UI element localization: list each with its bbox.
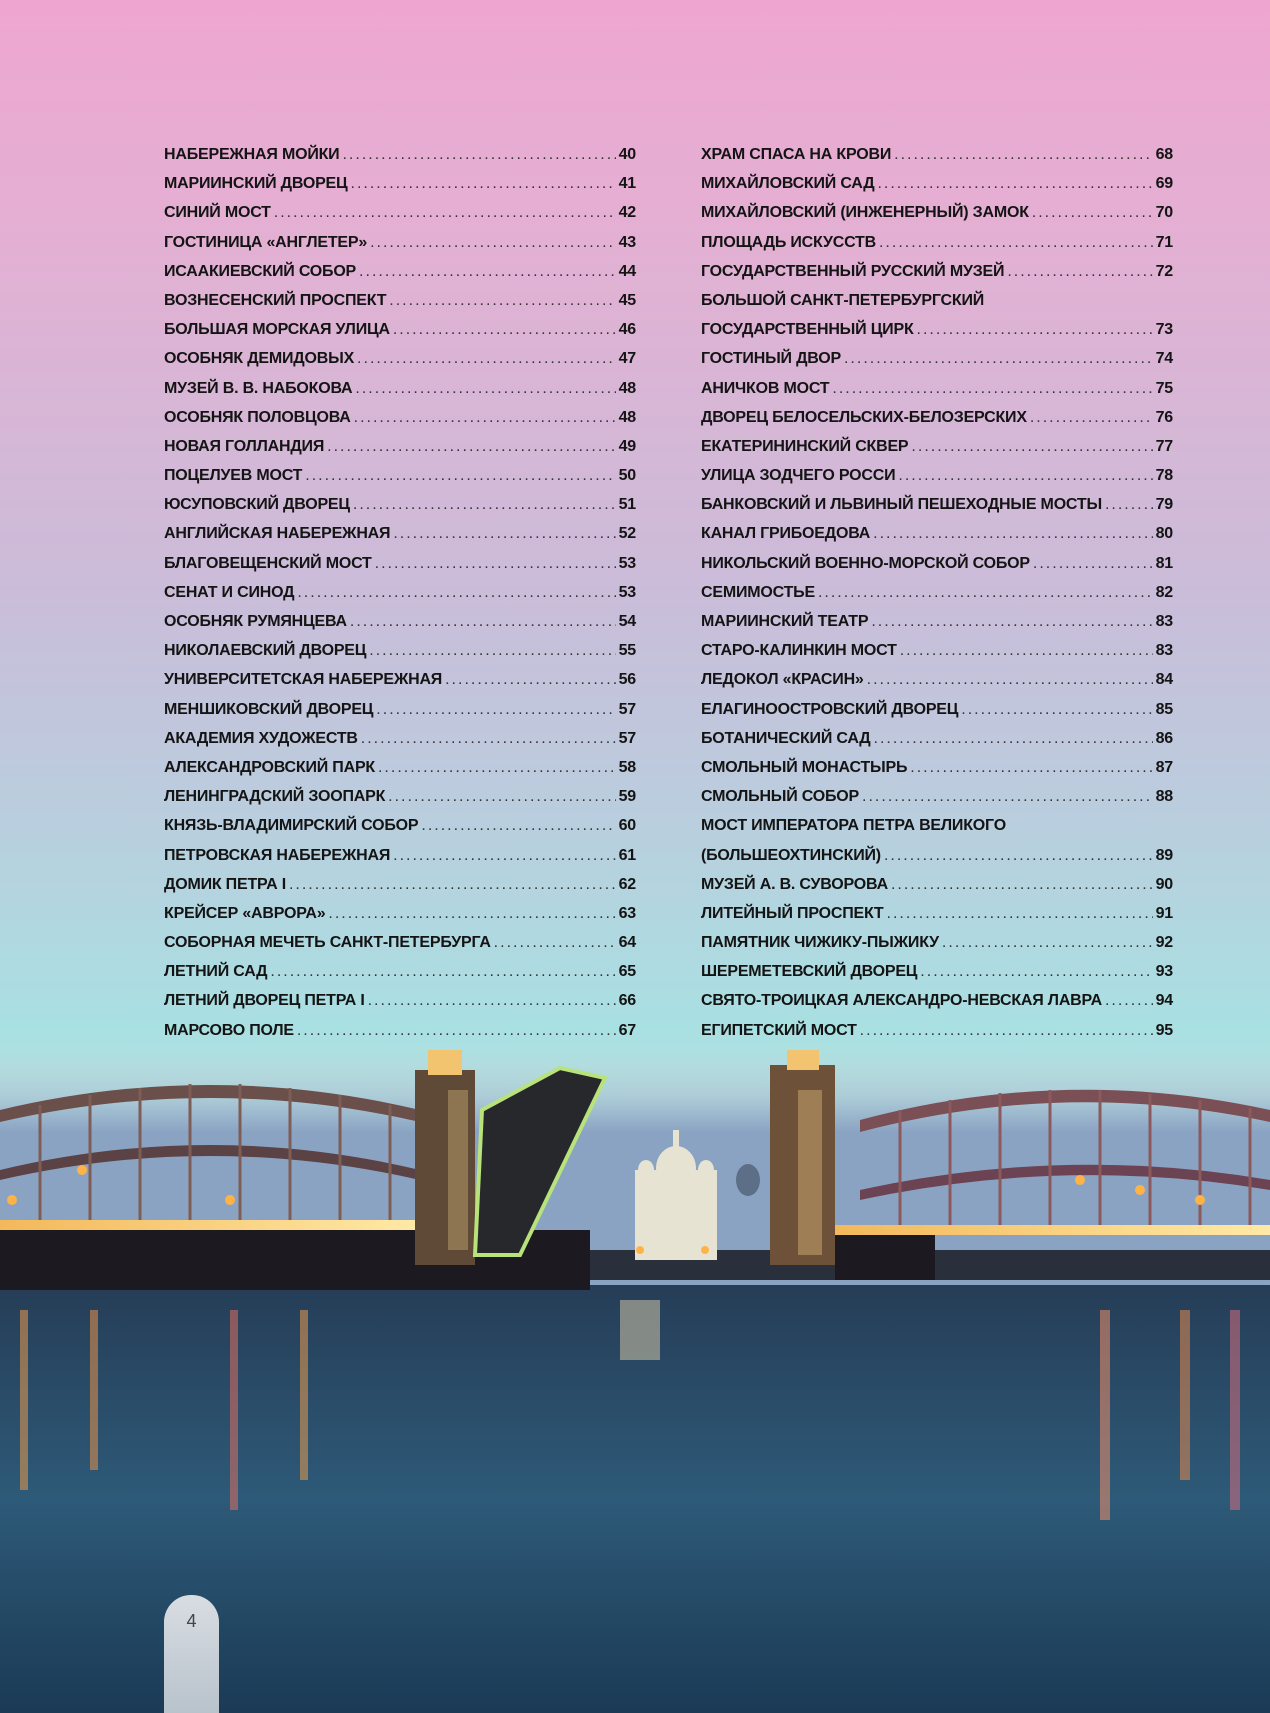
- toc-entry-title: ПЕТРОВСКАЯ НАБЕРЕЖНАЯ: [164, 846, 391, 864]
- toc-entry-page: 91: [1155, 904, 1173, 922]
- dot-leader: [289, 870, 616, 899]
- toc-entry-title: УНИВЕРСИТЕТСКАЯ НАБЕРЕЖНАЯ: [164, 671, 443, 689]
- toc-entry: [164, 899, 636, 928]
- toc-entry-title: УЛИЦА ЗОДЧЕГО РОССИ: [701, 467, 896, 485]
- dot-leader: [874, 724, 1153, 753]
- toc-entry-page: 53: [618, 583, 636, 601]
- dot-leader: [877, 169, 1152, 198]
- toc-entry-page: 84: [1155, 671, 1173, 689]
- toc-entry-page: 41: [618, 175, 636, 193]
- toc-entry-title: СМОЛЬНЫЙ СОБОР: [701, 788, 860, 806]
- dot-leader: [327, 432, 615, 461]
- dot-leader: [871, 607, 1152, 636]
- toc-entry-title: ЕКАТЕРИНИНСКИЙ СКВЕР: [701, 437, 909, 455]
- toc-entry-title: ГОСТИНИЦА «АНГЛЕТЕР»: [164, 233, 368, 251]
- toc-entry-title: МАРИИНСКИЙ ДВОРЕЦ: [164, 175, 348, 193]
- toc-entry-title: ШЕРЕМЕТЕВСКИЙ ДВОРЕЦ: [701, 963, 918, 981]
- toc-entry-page: 67: [618, 1021, 636, 1039]
- toc-entry-page: 79: [1155, 496, 1173, 514]
- toc-entry-title: БОТАНИЧЕСКИЙ САД: [701, 729, 871, 747]
- toc-entry: [701, 374, 1173, 403]
- dot-leader: [368, 986, 616, 1015]
- toc-entry-page: 81: [1155, 554, 1173, 572]
- dot-leader: [351, 169, 616, 198]
- toc-entry-title: СИНИЙ МОСТ: [164, 204, 271, 222]
- toc-entry-page: 40: [618, 146, 636, 163]
- toc-entry-title: ХРАМ СПАСА НА КРОВИ: [701, 146, 892, 163]
- toc-entry: [701, 782, 1173, 811]
- toc-entry: [164, 753, 636, 782]
- toc-entry-page: 65: [618, 963, 636, 981]
- toc-entry-page: 63: [618, 904, 636, 922]
- toc-entry-page: 92: [1155, 934, 1173, 952]
- dot-leader: [862, 782, 1153, 811]
- toc-entry: [701, 286, 1173, 315]
- toc-entry: [164, 841, 636, 870]
- toc-entry-page: 48: [618, 379, 636, 397]
- toc-entry-page: 55: [618, 642, 636, 660]
- dot-leader: [369, 636, 615, 665]
- toc-entry: [164, 519, 636, 548]
- toc-entry-title: ОСОБНЯК ПОЛОВЦОВА: [164, 408, 351, 426]
- toc-entry: [701, 490, 1173, 519]
- toc-entry-page: 52: [618, 525, 636, 543]
- dot-leader: [270, 957, 615, 986]
- toc-entry: [164, 636, 636, 665]
- toc-entry-page: 42: [618, 204, 636, 222]
- toc-entry: [701, 928, 1173, 957]
- toc-entry: [164, 257, 636, 286]
- toc-entry-title: МИХАЙЛОВСКИЙ САД: [701, 175, 875, 193]
- dot-leader: [342, 140, 615, 169]
- dot-leader: [910, 753, 1152, 782]
- toc-entry-page: 54: [618, 613, 636, 630]
- dot-leader: [898, 461, 1152, 490]
- dot-leader: [917, 315, 1153, 344]
- toc-entry: [701, 753, 1173, 782]
- dot-leader: [375, 549, 616, 578]
- toc-entry: [164, 140, 636, 169]
- dot-leader: [879, 228, 1153, 257]
- toc-entry-title: МУЗЕЙ В. В. НАБОКОВА: [164, 379, 353, 397]
- toc-entry: [164, 403, 636, 432]
- toc-entry-page: 45: [618, 291, 636, 309]
- dot-leader: [393, 315, 616, 344]
- toc-entry-page: 49: [618, 437, 636, 455]
- toc-entry-title: БЛАГОВЕЩЕНСКИЙ МОСТ: [164, 554, 372, 572]
- dot-leader: [353, 490, 616, 519]
- toc-entry-page: 94: [1155, 992, 1173, 1010]
- toc-entry: [701, 198, 1173, 227]
- toc-entry: [701, 344, 1173, 373]
- toc-entry: [164, 286, 636, 315]
- toc-entry-title: КРЕЙСЕР «АВРОРА»: [164, 904, 326, 922]
- toc-entry: [701, 957, 1173, 986]
- dot-leader: [388, 782, 615, 811]
- toc-entry: [164, 374, 636, 403]
- toc-entry: [701, 257, 1173, 286]
- toc-entry-title: ОСОБНЯК РУМЯНЦЕВА: [164, 613, 347, 630]
- toc-entry-title: СВЯТО-ТРОИЦКАЯ АЛЕКСАНДРО-НЕВСКАЯ ЛАВРА: [701, 992, 1102, 1010]
- dot-leader: [900, 636, 1153, 665]
- dot-leader: [297, 578, 615, 607]
- dot-leader: [328, 899, 615, 928]
- toc-entry-title: КНЯЗЬ-ВЛАДИМИРСКИЙ СОБОР: [164, 817, 419, 835]
- dot-leader: [1033, 549, 1153, 578]
- toc-entry: [164, 928, 636, 957]
- toc-entry: [701, 899, 1173, 928]
- toc-entry-title: ЛЕДОКОЛ «КРАСИН»: [701, 671, 864, 689]
- toc-entry-page: 43: [618, 233, 636, 251]
- toc-entry-title: НИКОЛАЕВСКИЙ ДВОРЕЦ: [164, 642, 367, 660]
- dot-leader: [361, 724, 616, 753]
- toc-entry-page: 93: [1155, 963, 1173, 981]
- toc-entry-title: АНГЛИЙСКАЯ НАБЕРЕЖНАЯ: [164, 525, 391, 543]
- dot-leader: [887, 899, 1153, 928]
- toc-entry: [164, 490, 636, 519]
- toc-entry-title: ГОСТИНЫЙ ДВОР: [701, 350, 841, 368]
- toc-entry-title: ЕГИПЕТСКИЙ МОСТ: [701, 1021, 857, 1039]
- dot-leader: [305, 461, 615, 490]
- dot-leader: [355, 374, 615, 403]
- dot-leader: [860, 1016, 1153, 1045]
- dot-leader: [894, 140, 1152, 169]
- toc-entry: [701, 607, 1173, 636]
- dot-leader: [1105, 986, 1153, 1015]
- toc-entry-page: 60: [618, 817, 636, 835]
- toc-entry-title: ПЛОЩАДЬ ИСКУССТВ: [701, 233, 876, 251]
- left-tower: [415, 1050, 475, 1265]
- toc-entry: [164, 578, 636, 607]
- toc-entry-page: 58: [618, 758, 636, 776]
- toc-entry: [164, 169, 636, 198]
- toc-entry-page: 83: [1155, 642, 1173, 660]
- toc-entry-page: 75: [1155, 379, 1173, 397]
- toc-entry: [701, 519, 1173, 548]
- toc-entry: [701, 870, 1173, 899]
- toc-entry-title: ОСОБНЯК ДЕМИДОВЫХ: [164, 350, 355, 368]
- toc-entry-title: ЛЕТНИЙ САД: [164, 963, 268, 981]
- toc-entry-page: 89: [1155, 846, 1173, 864]
- toc-entry-title: СЕМИМОСТЬЕ: [701, 583, 815, 601]
- toc-entry: [164, 461, 636, 490]
- toc-entry-title: АЛЕКСАНДРОВСКИЙ ПАРК: [164, 758, 375, 776]
- dot-leader: [891, 870, 1153, 899]
- toc-entry-page: 57: [618, 729, 636, 747]
- dot-leader: [359, 257, 616, 286]
- toc-entry: [164, 344, 636, 373]
- dot-leader: [961, 695, 1152, 724]
- toc-entry: [701, 432, 1173, 461]
- toc-entry: [701, 811, 1173, 840]
- toc-entry-title: СТАРО-КАЛИНКИН МОСТ: [701, 642, 897, 660]
- toc-entry: [701, 461, 1173, 490]
- dot-leader: [370, 228, 616, 257]
- dot-leader: [389, 286, 615, 315]
- toc-entry-page: 57: [618, 700, 636, 718]
- toc-entry: [701, 841, 1173, 870]
- toc-entry-page: 95: [1155, 1021, 1173, 1039]
- toc-entry-page: 48: [618, 408, 636, 426]
- toc-right-column: [701, 140, 1173, 1045]
- toc-entry: [701, 315, 1173, 344]
- toc-entry: [701, 695, 1173, 724]
- toc-entry-page: 62: [618, 875, 636, 893]
- toc-entry: [701, 636, 1173, 665]
- toc-entry-title: ВОЗНЕСЕНСКИЙ ПРОСПЕКТ: [164, 291, 387, 309]
- toc-entry: [164, 811, 636, 840]
- toc-entry-page: 59: [618, 788, 636, 806]
- dot-leader: [832, 374, 1152, 403]
- toc-entry: [701, 578, 1173, 607]
- toc-entry-page: 68: [1155, 146, 1173, 163]
- toc-entry-title: БАНКОВСКИЙ И ЛЬВИНЫЙ ПЕШЕХОДНЫЕ МОСТЫ: [701, 496, 1102, 514]
- page-number: 4: [164, 1595, 219, 1713]
- toc-entry-title: АКАДЕМИЯ ХУДОЖЕСТВ: [164, 729, 358, 747]
- toc-entry-title: ГОСУДАРСТВЕННЫЙ РУССКИЙ МУЗЕЙ: [701, 262, 1005, 280]
- dot-leader: [494, 928, 616, 957]
- dot-leader: [1007, 257, 1152, 286]
- toc-entry-title: НАБЕРЕЖНАЯ МОЙКИ: [164, 146, 340, 163]
- toc-entry: [164, 665, 636, 694]
- dot-leader: [911, 432, 1152, 461]
- toc-entry-title: (БОЛЬШЕОХТИНСКИЙ): [701, 846, 881, 864]
- dot-leader: [1105, 490, 1153, 519]
- toc-entry-title: НОВАЯ ГОЛЛАНДИЯ: [164, 437, 325, 455]
- toc-entry-title: МОСТ ИМПЕРАТОРА ПЕТРА ВЕЛИКОГО: [701, 817, 1006, 835]
- toc-entry-title: НИКОЛЬСКИЙ ВОЕННО-МОРСКОЙ СОБОР: [701, 554, 1030, 572]
- dot-leader: [393, 519, 615, 548]
- dot-leader: [354, 403, 616, 432]
- toc-left-column: [164, 140, 636, 1045]
- toc-entry: [701, 986, 1173, 1015]
- toc-entry: [164, 782, 636, 811]
- toc-entry-page: 86: [1155, 729, 1173, 747]
- dot-leader: [873, 519, 1152, 548]
- dot-leader: [1032, 198, 1153, 227]
- toc-entry-page: 47: [618, 350, 636, 368]
- toc-entry-page: 72: [1155, 262, 1173, 280]
- toc-entry-page: 82: [1155, 583, 1173, 601]
- toc-entry-title: СМОЛЬНЫЙ МОНАСТЫРЬ: [701, 758, 908, 776]
- toc-entry: [701, 140, 1173, 169]
- toc-entry-page: 80: [1155, 525, 1173, 543]
- toc-entry-title: ДВОРЕЦ БЕЛОСЕЛЬСКИХ-БЕЛОЗЕРСКИХ: [701, 408, 1027, 426]
- toc-entry: [701, 403, 1173, 432]
- toc-entry-title: ЮСУПОВСКИЙ ДВОРЕЦ: [164, 496, 350, 514]
- toc-entry-page: 61: [618, 846, 636, 864]
- toc-entry-page: 90: [1155, 875, 1173, 893]
- toc-entry: [164, 607, 636, 636]
- toc-entry-page: 78: [1155, 467, 1173, 485]
- toc-entry-title: МАРИИНСКИЙ ТЕАТР: [701, 613, 869, 630]
- toc-entry-title: ЛИТЕЙНЫЙ ПРОСПЕКТ: [701, 904, 884, 922]
- dot-leader: [297, 1016, 616, 1045]
- toc-entry: [164, 870, 636, 899]
- dot-leader: [274, 198, 616, 227]
- toc-entry-page: 46: [618, 321, 636, 339]
- toc-entry-page: 53: [618, 554, 636, 572]
- dot-leader: [393, 841, 615, 870]
- toc-entry-title: КАНАЛ ГРИБОЕДОВА: [701, 525, 871, 543]
- toc-entry: [164, 198, 636, 227]
- toc-entry-title: ПОЦЕЛУЕВ МОСТ: [164, 467, 303, 485]
- toc-entry: [701, 665, 1173, 694]
- dot-leader: [445, 665, 615, 694]
- dot-leader: [920, 957, 1152, 986]
- toc-entry-page: 83: [1155, 613, 1173, 630]
- dot-leader: [844, 344, 1153, 373]
- toc-entry-title: ДОМИК ПЕТРА I: [164, 875, 286, 893]
- toc-entry-page: 85: [1155, 700, 1173, 718]
- toc-entry-page: 71: [1155, 233, 1173, 251]
- dot-leader: [1030, 403, 1153, 432]
- toc-entry-page: 88: [1155, 788, 1173, 806]
- toc-entry-title: МАРСОВО ПОЛЕ: [164, 1021, 294, 1039]
- dot-leader: [378, 753, 616, 782]
- dot-leader: [818, 578, 1153, 607]
- toc-entry: [164, 432, 636, 461]
- dot-leader: [350, 607, 616, 636]
- toc-entry: [164, 957, 636, 986]
- toc-entry: [701, 169, 1173, 198]
- toc-entry: [164, 986, 636, 1015]
- toc-entry-page: 69: [1155, 175, 1173, 193]
- toc-entry-page: 64: [618, 934, 636, 952]
- dot-leader: [357, 344, 616, 373]
- toc-entry-title: ПАМЯТНИК ЧИЖИКУ-ПЫЖИКУ: [701, 934, 939, 952]
- toc-entry-title: БОЛЬШАЯ МОРСКАЯ УЛИЦА: [164, 321, 390, 339]
- toc-entry-page: 77: [1155, 437, 1173, 455]
- right-tower: [770, 1050, 835, 1265]
- toc-entry-title: СЕНАТ И СИНОД: [164, 583, 295, 601]
- toc-entry-page: 51: [618, 496, 636, 514]
- toc-entry: [164, 228, 636, 257]
- toc-entry-title: ЕЛАГИНООСТРОВСКИЙ ДВОРЕЦ: [701, 700, 959, 718]
- toc-entry-page: 74: [1155, 350, 1173, 368]
- dot-leader: [884, 841, 1153, 870]
- toc-entry-title: МУЗЕЙ А. В. СУВОРОВА: [701, 875, 888, 893]
- toc-entry-title: ЛЕТНИЙ ДВОРЕЦ ПЕТРА I: [164, 992, 365, 1010]
- toc-entry-page: 87: [1155, 758, 1173, 776]
- toc-entry: [164, 315, 636, 344]
- toc-entry-title: АНИЧКОВ МОСТ: [701, 379, 830, 397]
- toc-entry-title: СОБОРНАЯ МЕЧЕТЬ САНКТ-ПЕТЕРБУРГА: [164, 934, 491, 952]
- toc-entry-title: БОЛЬШОЙ САНКТ-ПЕТЕРБУРГСКИЙ: [701, 291, 985, 309]
- toc-entry: [701, 228, 1173, 257]
- toc-entry: [164, 695, 636, 724]
- toc-entry: [701, 549, 1173, 578]
- toc-entry: [701, 724, 1173, 753]
- toc-entry-page: 56: [618, 671, 636, 689]
- toc-entry-page: 70: [1155, 204, 1173, 222]
- toc-entry-page: 50: [618, 467, 636, 485]
- dot-leader: [376, 695, 615, 724]
- toc-entry-title: ГОСУДАРСТВЕННЫЙ ЦИРК: [701, 321, 914, 339]
- toc-entry-page: 66: [618, 992, 636, 1010]
- toc-entry-title: МИХАЙЛОВСКИЙ (ИНЖЕНЕРНЫЙ) ЗАМОК: [701, 204, 1029, 222]
- toc-entry: [164, 549, 636, 578]
- toc-entry-page: 76: [1155, 408, 1173, 426]
- toc-entry: [701, 1016, 1173, 1045]
- dot-leader: [942, 928, 1153, 957]
- toc-entry: [164, 1016, 636, 1045]
- toc-entry-title: ИСААКИЕВСКИЙ СОБОР: [164, 262, 357, 280]
- dot-leader: [421, 811, 615, 840]
- toc-entry-page: 44: [618, 262, 636, 280]
- toc-entry-title: ЛЕНИНГРАДСКИЙ ЗООПАРК: [164, 788, 386, 806]
- toc-entry: [164, 724, 636, 753]
- toc-entry-page: 73: [1155, 321, 1173, 339]
- toc-entry-title: МЕНШИКОВСКИЙ ДВОРЕЦ: [164, 700, 374, 718]
- dot-leader: [867, 665, 1153, 694]
